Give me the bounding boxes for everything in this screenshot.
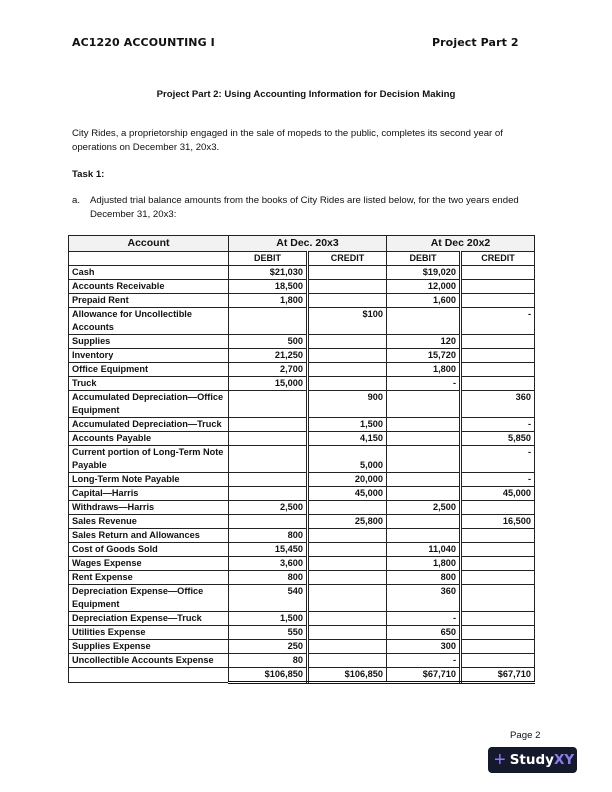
credit-20x3: [308, 501, 387, 515]
credit-20x3: [308, 294, 387, 308]
debit-20x3: $21,030: [229, 266, 308, 280]
debit-20x3: 15,000: [229, 377, 308, 391]
account-name: Allowance for Uncollectible Accounts: [69, 308, 229, 335]
debit-20x2: [387, 473, 461, 487]
credit-20x2: [461, 529, 535, 543]
table-row: [69, 308, 535, 335]
debit-20x2: 11,040: [387, 543, 461, 557]
col-header-period-20x2: At Dec 20x2: [387, 236, 535, 252]
credit-20x2: [461, 280, 535, 294]
debit-20x2: [387, 391, 461, 418]
account-name: Supplies Expense: [69, 640, 229, 654]
table-row: [69, 418, 535, 432]
debit-20x2: -: [387, 612, 461, 626]
credit-20x2: [461, 612, 535, 626]
credit-20x2: 5,850: [461, 432, 535, 446]
credit-20x2: [461, 557, 535, 571]
table-row: [69, 473, 535, 487]
credit-20x2: [461, 363, 535, 377]
account-name: Office Equipment: [69, 363, 229, 377]
account-name: Utilities Expense: [69, 626, 229, 640]
debit-20x3: [229, 418, 308, 432]
account-name: Long-Term Note Payable: [69, 473, 229, 487]
table-row: [69, 446, 535, 473]
credit-20x2: -: [461, 308, 535, 335]
table-row: [69, 543, 535, 557]
col-header-blank: [69, 252, 229, 266]
credit-20x3: 1,500: [308, 418, 387, 432]
credit-20x2: [461, 501, 535, 515]
debit-20x2: [387, 308, 461, 335]
table-row: [69, 487, 535, 501]
debit-20x2: $19,020: [387, 266, 461, 280]
credit-20x2: [461, 626, 535, 640]
credit-20x3: [308, 654, 387, 668]
debit-20x2: 120: [387, 335, 461, 349]
credit-20x2: 45,000: [461, 487, 535, 501]
brand-name: [510, 752, 574, 768]
credit-20x3: $100: [308, 308, 387, 335]
credit-20x2: [461, 585, 535, 612]
page-title: Project Part 2: Using Accounting Information for Decision Making: [156, 89, 456, 100]
credit-20x3: [308, 266, 387, 280]
credit-20x2: [461, 266, 535, 280]
account-name: Cash: [69, 266, 229, 280]
credit-20x2: [461, 294, 535, 308]
table-row: [69, 571, 535, 585]
debit-20x3: 1,500: [229, 612, 308, 626]
table-row: [69, 363, 535, 377]
account-name: Depreciation Expense—Office Equipment: [69, 585, 229, 612]
table-body: [69, 266, 535, 683]
debit-20x3: [229, 432, 308, 446]
brand-name-study: Study: [509, 752, 554, 768]
debit-20x3: 550: [229, 626, 308, 640]
account-name: Uncollectible Accounts Expense: [69, 654, 229, 668]
debit-20x3: 800: [229, 571, 308, 585]
trial-balance-table: [68, 235, 535, 684]
debit-20x2: [387, 418, 461, 432]
credit-20x3: [308, 626, 387, 640]
account-name: Sales Return and Allowances: [69, 529, 229, 543]
credit-20x2: [461, 335, 535, 349]
table-row: [69, 640, 535, 654]
credit-20x3: [308, 612, 387, 626]
debit-20x3: [229, 473, 308, 487]
credit-20x2: [461, 377, 535, 391]
debit-20x2: 650: [387, 626, 461, 640]
debit-20x2: 1,800: [387, 557, 461, 571]
account-name: Inventory: [69, 349, 229, 363]
credit-20x2: 360: [461, 391, 535, 418]
debit-20x2: 300: [387, 640, 461, 654]
account-name: Capital—Harris: [69, 487, 229, 501]
credit-20x3: [308, 349, 387, 363]
debit-20x3: [229, 446, 308, 473]
total-debit-20x3: $106,850: [229, 668, 308, 683]
totals-label: [69, 668, 229, 683]
debit-20x3: 500: [229, 335, 308, 349]
credit-20x3: 4,150: [308, 432, 387, 446]
debit-20x2: 15,720: [387, 349, 461, 363]
credit-20x2: [461, 640, 535, 654]
credit-20x3: [308, 557, 387, 571]
debit-20x2: [387, 515, 461, 529]
credit-20x3: 25,800: [308, 515, 387, 529]
col-header-account: Account: [69, 236, 229, 252]
table-row: [69, 266, 535, 280]
plus-icon: +: [494, 749, 506, 771]
table-row: [69, 557, 535, 571]
project-header: Project Part 2: [432, 36, 519, 49]
account-name: Accounts Payable: [69, 432, 229, 446]
list-item-marker: a.: [72, 195, 81, 206]
debit-20x3: 3,600: [229, 557, 308, 571]
col-header-credit-20x2: CREDIT: [461, 252, 535, 266]
table-row: [69, 335, 535, 349]
debit-20x2: [387, 487, 461, 501]
studyxy-logo[interactable]: [488, 747, 577, 773]
debit-20x2: 12,000: [387, 280, 461, 294]
account-name: Rent Expense: [69, 571, 229, 585]
col-header-debit-20x3: DEBIT: [229, 252, 308, 266]
table-row: [69, 391, 535, 418]
debit-20x2: -: [387, 654, 461, 668]
table-row: [69, 612, 535, 626]
debit-20x3: 1,800: [229, 294, 308, 308]
debit-20x3: 21,250: [229, 349, 308, 363]
credit-20x3: [308, 585, 387, 612]
debit-20x3: [229, 487, 308, 501]
account-name: Wages Expense: [69, 557, 229, 571]
col-header-debit-20x2: DEBIT: [387, 252, 461, 266]
credit-20x2: [461, 543, 535, 557]
credit-20x2: 16,500: [461, 515, 535, 529]
debit-20x2: 360: [387, 585, 461, 612]
credit-20x3: [308, 571, 387, 585]
brand-name-xy: XY: [553, 752, 575, 768]
col-header-credit-20x3: CREDIT: [308, 252, 387, 266]
credit-20x3: 900: [308, 391, 387, 418]
account-name: Supplies: [69, 335, 229, 349]
credit-20x3: [308, 377, 387, 391]
debit-20x3: [229, 308, 308, 335]
table-row: [69, 501, 535, 515]
credit-20x2: -: [461, 446, 535, 473]
page-number: Page 2: [510, 730, 541, 741]
table-row: [69, 529, 535, 543]
account-name: Cost of Goods Sold: [69, 543, 229, 557]
account-name: Withdraws—Harris: [69, 501, 229, 515]
credit-20x3: [308, 529, 387, 543]
debit-20x3: 2,500: [229, 501, 308, 515]
credit-20x2: [461, 654, 535, 668]
debit-20x2: [387, 432, 461, 446]
account-name: Sales Revenue: [69, 515, 229, 529]
debit-20x2: -: [387, 377, 461, 391]
credit-20x3: [308, 543, 387, 557]
debit-20x2: 800: [387, 571, 461, 585]
intro-paragraph: City Rides, a proprietorship engaged in the sale of mopeds to the public, completes its second year of operations on December 31, 20x3.: [72, 128, 503, 153]
credit-20x3: [308, 640, 387, 654]
debit-20x2: [387, 446, 461, 473]
table-row: [69, 294, 535, 308]
credit-20x2: [461, 571, 535, 585]
totals-row: [69, 668, 535, 683]
debit-20x2: 2,500: [387, 501, 461, 515]
account-name: Accumulated Depreciation—Office Equipment: [69, 391, 229, 418]
debit-20x3: 250: [229, 640, 308, 654]
debit-20x3: 540: [229, 585, 308, 612]
credit-20x2: -: [461, 473, 535, 487]
table-row: [69, 626, 535, 640]
total-debit-20x2: $67,710: [387, 668, 461, 683]
debit-20x2: 1,600: [387, 294, 461, 308]
credit-20x3: [308, 335, 387, 349]
debit-20x3: [229, 515, 308, 529]
debit-20x3: 15,450: [229, 543, 308, 557]
debit-20x3: 800: [229, 529, 308, 543]
table-row: [69, 654, 535, 668]
table-row: [69, 280, 535, 294]
account-name: Truck: [69, 377, 229, 391]
credit-20x2: [461, 349, 535, 363]
course-header: AC1220 ACCOUNTING I: [72, 36, 215, 49]
credit-20x3: [308, 280, 387, 294]
total-credit-20x2: $67,710: [461, 668, 535, 683]
debit-20x3: [229, 391, 308, 418]
debit-20x2: 1,800: [387, 363, 461, 377]
credit-20x3: 5,000: [308, 446, 387, 473]
account-name: Accounts Receivable: [69, 280, 229, 294]
credit-20x3: [308, 363, 387, 377]
debit-20x3: 18,500: [229, 280, 308, 294]
col-header-period-20x3: At Dec. 20x3: [229, 236, 387, 252]
credit-20x3: 45,000: [308, 487, 387, 501]
account-name: Prepaid Rent: [69, 294, 229, 308]
credit-20x2: -: [461, 418, 535, 432]
list-item-text: Adjusted trial balance amounts from the books of City Rides are listed below, for the two years ended December 31, 20x3:: [90, 195, 519, 220]
table-row: [69, 515, 535, 529]
account-name: Accumulated Depreciation—Truck: [69, 418, 229, 432]
table-row: [69, 377, 535, 391]
task-label: Task 1:: [72, 169, 105, 180]
table-row: [69, 349, 535, 363]
account-name: Depreciation Expense—Truck: [69, 612, 229, 626]
debit-20x3: 80: [229, 654, 308, 668]
table-row: [69, 585, 535, 612]
credit-20x3: 20,000: [308, 473, 387, 487]
total-credit-20x3: $106,850: [308, 668, 387, 683]
account-name: Current portion of Long-Term Note Payable: [69, 446, 229, 473]
debit-20x3: 2,700: [229, 363, 308, 377]
table-row: [69, 432, 535, 446]
debit-20x2: [387, 529, 461, 543]
